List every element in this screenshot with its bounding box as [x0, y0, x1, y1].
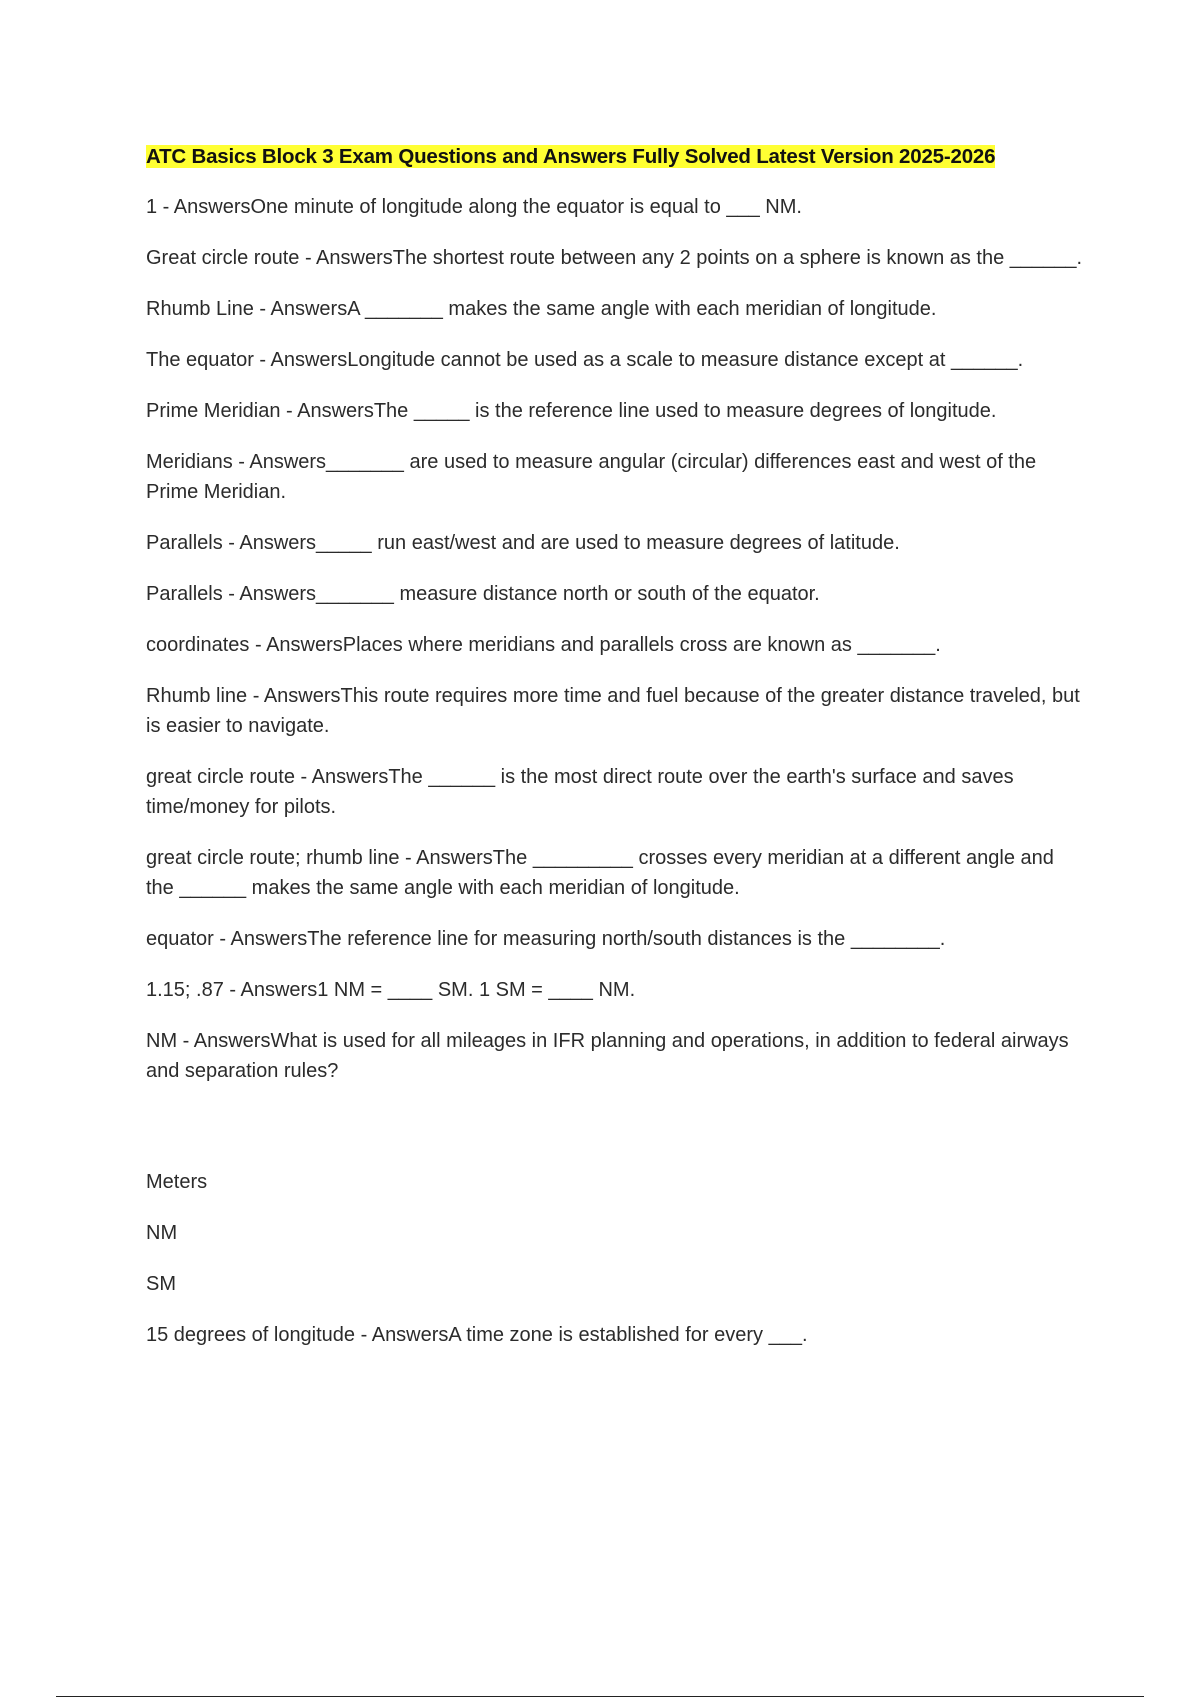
qa-item-6: Meridians - Answers_______ are used to measure angular (circular) differences east and west of the Prime Meridian. — [146, 451, 1037, 503]
qa-item-3: Rhumb Line - AnswersA _______ makes the same angle with each meridian of longitude. — [146, 298, 937, 320]
answer-option-meters: Meters — [146, 1171, 208, 1193]
qa-item-4: The equator - AnswersLongitude cannot be used as a scale to measure distance except at ______. — [146, 349, 1024, 371]
qa-item-16: 15 degrees of longitude - AnswersA time zone is established for every ___. — [146, 1324, 808, 1346]
qa-item-13: equator - AnswersThe reference line for measuring north/south distances is the ________. — [146, 928, 946, 950]
qa-item-14: 1.15; .87 - Answers1 NM = ____ SM. 1 SM = ____ NM. — [146, 979, 636, 1001]
document-body — [146, 144, 1086, 1371]
qa-item-10: Rhumb line - AnswersThis route requires more time and fuel because of the greater distance traveled, but is easier to navigate. — [146, 685, 1080, 737]
document-title-wrap — [146, 144, 1086, 172]
qa-item-2: Great circle route - AnswersThe shortest route between any 2 points on a sphere is known as the ______. — [146, 247, 1083, 269]
qa-item-8: Parallels - Answers_______ measure distance north or south of the equator. — [146, 583, 820, 605]
qa-item-12: great circle route; rhumb line - AnswersThe _________ crosses every meridian at a different angle and the ______ makes the same angle with each meridian of longitude. — [146, 847, 1054, 899]
page-bottom-rule — [56, 1696, 1144, 1697]
document-title: ATC Basics Block 3 Exam Questions and Answers Fully Solved Latest Version 2025-2026 — [146, 145, 996, 168]
qa-item-7: Parallels - Answers_____ run east/west and are used to measure degrees of latitude. — [146, 532, 900, 554]
qa-item-1: 1 - AnswersOne minute of longitude along the equator is equal to ___ NM. — [146, 196, 802, 218]
qa-item-5: Prime Meridian - AnswersThe _____ is the reference line used to measure degrees of longitude. — [146, 400, 997, 422]
answer-option-nm: NM — [146, 1222, 178, 1244]
qa-item-11: great circle route - AnswersThe ______ is the most direct route over the earth's surface and saves time/money for pilots. — [146, 766, 1014, 818]
qa-item-15: NM - AnswersWhat is used for all mileages in IFR planning and operations, in addition to federal airways and separation rules? — [146, 1030, 1069, 1082]
qa-item-9: coordinates - AnswersPlaces where meridians and parallels cross are known as _______. — [146, 634, 941, 656]
answer-option-sm: SM — [146, 1273, 176, 1295]
